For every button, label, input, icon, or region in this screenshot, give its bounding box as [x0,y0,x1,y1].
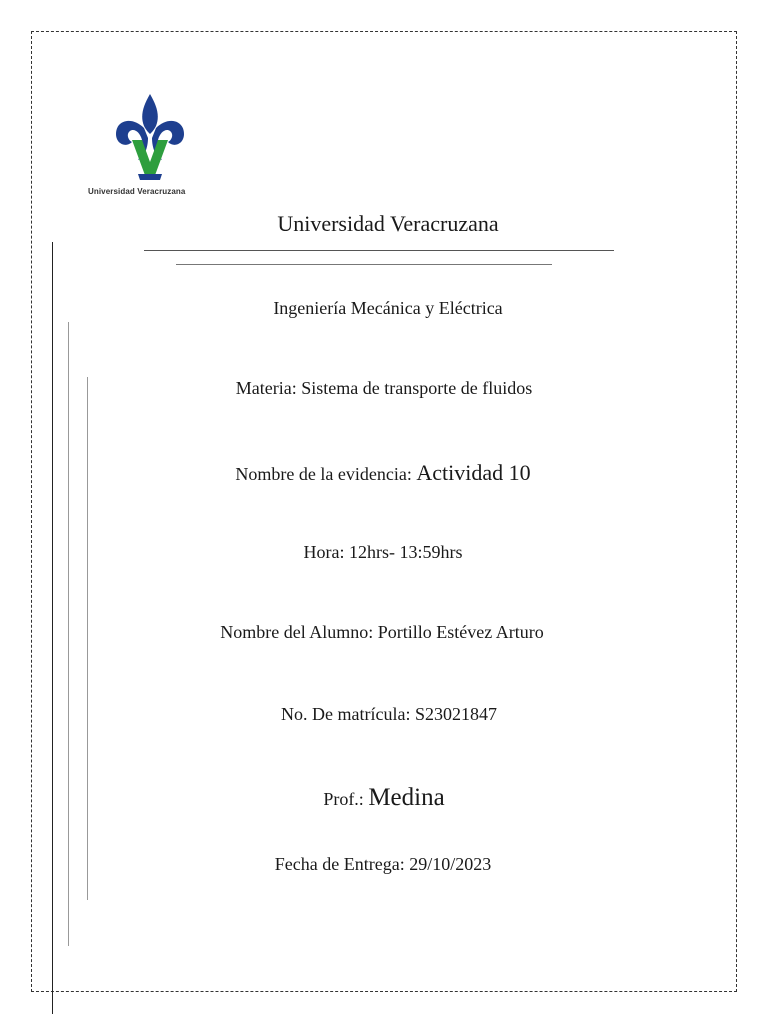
evidence-value: Actividad 10 [416,460,531,485]
enrollment-line: No. De matrícula: S23021847 [281,704,497,724]
university-title: Universidad Veracruzana [277,211,499,236]
evidence-line [0,460,767,486]
evidence-label: Nombre de la evidencia: [235,464,417,484]
professor-value: Medina [368,784,445,811]
professor-label: Prof.: [323,789,369,809]
decorative-horizontal-line [176,264,552,265]
schedule-line: Hora: 12hrs- 13:59hrs [303,542,463,562]
professor-line [0,784,768,812]
due-date-line: Fecha de Entrega: 29/10/2023 [274,854,492,874]
decorative-horizontal-line [144,250,614,251]
university-logo-icon [88,88,212,200]
faculty-name: Ingeniería Mecánica y Eléctrica [273,298,503,318]
logo-caption: Universidad Veracruzana [88,187,186,196]
student-name-line: Nombre del Alumno: Portillo Estévez Arturo [220,622,544,642]
subject-line: Materia: Sistema de transporte de fluidos [235,378,533,398]
